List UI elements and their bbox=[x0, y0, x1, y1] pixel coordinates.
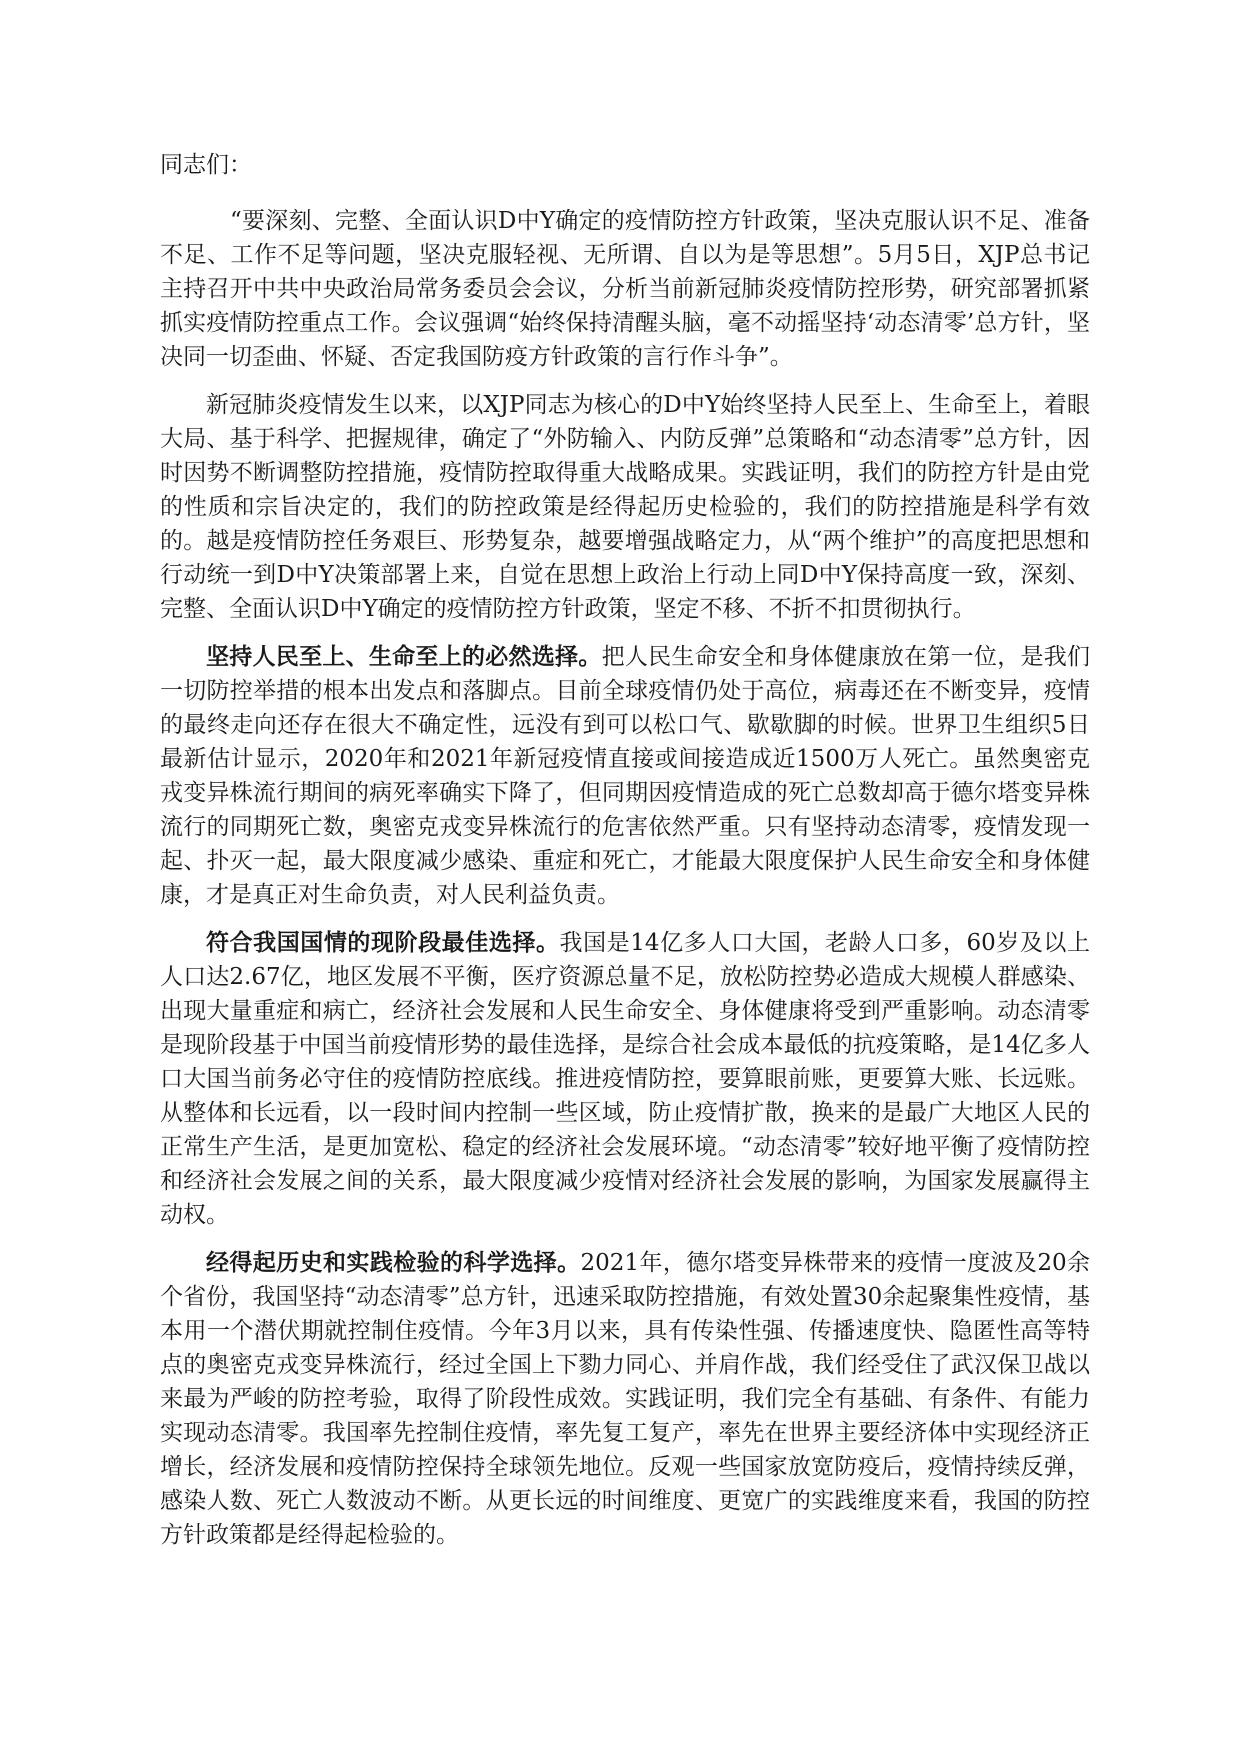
paragraph-background bbox=[160, 388, 1090, 626]
paragraph-intro bbox=[160, 204, 1090, 374]
document-page bbox=[160, 148, 1090, 1566]
paragraph-people-first bbox=[160, 640, 1090, 912]
paragraph-text: 把人民生命安全和身体健康放在第一位，是我们一切防控举措的根本出发点和落脚点。目前全球疫情仍处于高位，病毒还在不断变异，疫情的最终走向还存在很大不确定性，远没有到可以松口气、歇歇脚的时候。世界卫生组织5日最新估计显示，2020年和2021年新冠疫情直接或间接造成近1500万人死亡。虽然奥密克戎变异株流行期间的病死率确实下降了，但同期因疫情造成的死亡总数却高于德尔塔变异株流行的同期死亡数，奥密克戎变异株流行的危害依然严重。只有坚持动态清零，疫情发现一起、扑灭一起，最大限度减少感染、重症和死亡，才能最大限度保护人民生命安全和身体健康，才是真正对生命负责，对人民利益负责。 bbox=[160, 644, 1091, 908]
paragraph-text: 我国是14亿多人口大国，老龄人口多，60岁及以上人口达2.67亿，地区发展不平衡，医疗资源总量不足，放松防控势必造成大规模人群感染、出现大量重症和病亡，经济社会发展和人民生命安全、身体健康将受到严重影响。动态清零是现阶段基于中国当前疫情形势的最佳选择，是综合社会成本最低的抗疫策略，是14亿多人口大国当前务必守住的疫情防控底线。推进疫情防控，要算眼前账，更要算大账、长远账。从整体和长远看，以一段时间内控制一些区域，防止疫情扩散，换来的是最广大地区人民的正常生产生活，是更加宽松、稳定的经济社会发展环境。“动态清零”较好地平衡了疫情防控和经济社会发展之间的关系，最大限度减少疫情对经济社会发展的影响，为国家发展赢得主动权。 bbox=[160, 930, 1090, 1228]
paragraph-lead: 符合我国国情的现阶段最佳选择。 bbox=[206, 929, 560, 956]
paragraph-national-conditions bbox=[160, 926, 1090, 1232]
paragraph-text: “要深刻、完整、全面认识D中Y确定的疫情防控方针政策，坚决克服认识不足、准备不足、工作不足等问题，坚决克服轻视、无所谓、自以为是等思想”。5月5日，XJP总书记主持召开中共中央政治局常务委员会会议，分析当前新冠肺炎疫情防控形势，研究部署抓紧抓实疫情防控重点工作。会议强调“始终保持清醒头脑，毫不动摇坚持‘动态清零’总方针，坚决同一切歪曲、怀疑、否定我国防疫方针政策的言行作斗争”。 bbox=[160, 208, 1090, 370]
paragraph-lead: 坚持人民至上、生命至上的必然选择。 bbox=[206, 643, 602, 670]
paragraph-text: 新冠肺炎疫情发生以来，以XJP同志为核心的D中Y始终坚持人民至上、生命至上，着眼大局、基于科学、把握规律，确定了“外防输入、内防反弹”总策略和“动态清零”总方针，因时因势不断调整防控措施，疫情防控取得重大战略成果。实践证明，我们的防控方针是由党的性质和宗旨决定的，我们的防控政策是经得起历史检验的，我们的防控措施是科学有效的。越是疫情防控任务艰巨、形势复杂，越要增强战略定力，从“两个维护”的高度把思想和行动统一到D中Y决策部署上来，自觉在思想上政治上行动上同D中Y保持高度一致，深刻、完整、全面认识D中Y确定的疫情防控方针政策，坚定不移、不折不扣贯彻执行。 bbox=[160, 392, 1090, 622]
paragraph-scientific-choice bbox=[160, 1246, 1090, 1552]
salutation: 同志们： bbox=[160, 152, 252, 178]
paragraph-text: 2021年，德尔塔变异株带来的疫情一度波及20余个省份，我国坚持“动态清零”总方针，迅速采取防控措施，有效处置30余起聚集性疫情，基本用一个潜伏期就控制住疫情。今年3月以来，具有传染性强、传播速度快、隐匿性高等特点的奥密克戎变异株流行，经过全国上下勠力同心、并肩作战，我们经受住了武汉保卫战以来最为严峻的防控考验，取得了阶段性成效。实践证明，我们完全有基础、有条件、有能力实现动态清零。我国率先控制住疫情，率先复工复产，率先在世界主要经济体中实现经济正增长，经济发展和疫情防控保持全球领先地位。反观一些国家放宽防疫后，疫情持续反弹，感染人数、死亡人数波动不断。从更长远的时间维度、更宽广的实践维度来看，我国的防控方针政策都是经得起检验的。 bbox=[160, 1250, 1091, 1548]
paragraph-lead: 经得起历史和实践检验的科学选择。 bbox=[206, 1249, 581, 1276]
